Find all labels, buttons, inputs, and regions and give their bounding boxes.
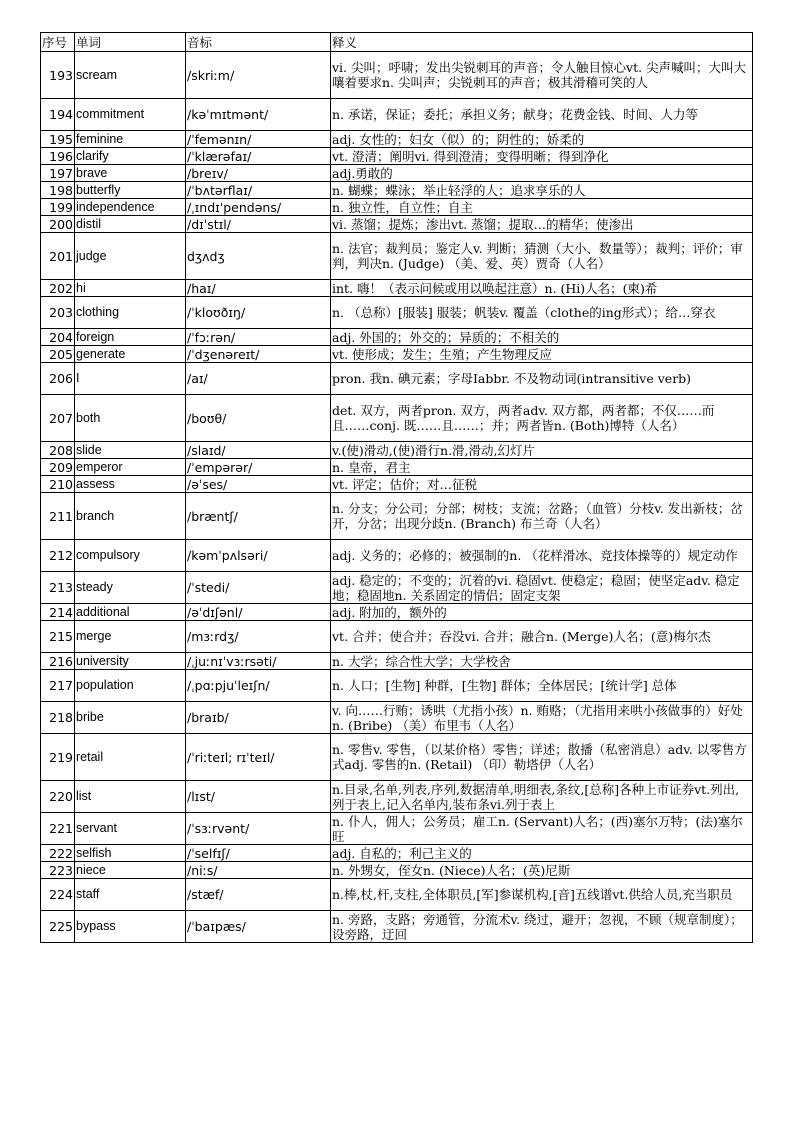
row-phonetic: /bræntʃ/ bbox=[186, 493, 331, 540]
row-number: 202 bbox=[41, 280, 75, 297]
table-row bbox=[41, 131, 753, 148]
row-definition: n.目录,名单,列表,序列,数据清单,明细表,条纹,[总称]各种上市证券vt.列出,列于表上,记入名单内,装布条vi.列于表上 bbox=[331, 781, 753, 813]
row-number: 214 bbox=[41, 604, 75, 621]
table-row bbox=[41, 911, 753, 943]
row-definition: pron. 我n. 碘元素；字母Iabbr. 不及物动词(intransitive verb) bbox=[331, 363, 753, 395]
row-number: 197 bbox=[41, 165, 75, 182]
table-row bbox=[41, 165, 753, 182]
row-number: 211 bbox=[41, 493, 75, 540]
row-word: foreign bbox=[75, 329, 186, 346]
row-word: servant bbox=[75, 813, 186, 845]
row-word: university bbox=[75, 653, 186, 670]
row-phonetic: /boʊθ/ bbox=[186, 395, 331, 442]
row-phonetic: /ˈdʒenəreɪt/ bbox=[186, 346, 331, 363]
row-definition: n. 旁路，支路；旁通管，分流术v. 绕过，避开；忽视，不顾（规章制度）；设旁路，迂回 bbox=[331, 911, 753, 943]
row-definition: vt. 使形成；发生；生殖；产生物理反应 bbox=[331, 346, 753, 363]
row-word: slide bbox=[75, 442, 186, 459]
row-word: retail bbox=[75, 734, 186, 781]
row-word: selfish bbox=[75, 845, 186, 862]
table-row bbox=[41, 845, 753, 862]
row-number: 199 bbox=[41, 199, 75, 216]
row-word: merge bbox=[75, 621, 186, 653]
row-phonetic: /əˈdɪʃənl/ bbox=[186, 604, 331, 621]
row-phonetic: /ˈbʌtərflaɪ/ bbox=[186, 182, 331, 199]
table-row bbox=[41, 493, 753, 540]
row-phonetic: /ˈstedi/ bbox=[186, 572, 331, 604]
table-header-row bbox=[41, 33, 753, 52]
table-row bbox=[41, 813, 753, 845]
table-row bbox=[41, 604, 753, 621]
table-row bbox=[41, 879, 753, 911]
row-phonetic: /mɜːrdʒ/ bbox=[186, 621, 331, 653]
table-row bbox=[41, 781, 753, 813]
row-definition: n. 蝴蝶；蝶泳；举止轻浮的人；追求享乐的人 bbox=[331, 182, 753, 199]
row-number: 201 bbox=[41, 233, 75, 280]
row-word: population bbox=[75, 670, 186, 702]
row-phonetic: /ˌɪndɪˈpendəns/ bbox=[186, 199, 331, 216]
table-row bbox=[41, 653, 753, 670]
row-number: 210 bbox=[41, 476, 75, 493]
row-number: 213 bbox=[41, 572, 75, 604]
row-word: additional bbox=[75, 604, 186, 621]
row-number: 219 bbox=[41, 734, 75, 781]
row-number: 208 bbox=[41, 442, 75, 459]
table-row bbox=[41, 182, 753, 199]
row-number: 215 bbox=[41, 621, 75, 653]
row-word: niece bbox=[75, 862, 186, 879]
row-number: 223 bbox=[41, 862, 75, 879]
row-phonetic: /əˈses/ bbox=[186, 476, 331, 493]
row-word: bribe bbox=[75, 702, 186, 734]
row-phonetic: /niːs/ bbox=[186, 862, 331, 879]
row-number: 216 bbox=[41, 653, 75, 670]
row-number: 218 bbox=[41, 702, 75, 734]
row-number: 196 bbox=[41, 148, 75, 165]
row-definition: n. 承诺，保证；委托；承担义务；献身；花费金钱、时间、人力等 bbox=[331, 99, 753, 131]
row-definition: det. 双方，两者pron. 双方，两者adv. 双方都，两者都；不仅……而且……conj. 既……且……；并；两者皆n. (Both)博特（人名） bbox=[331, 395, 753, 442]
row-number: 224 bbox=[41, 879, 75, 911]
row-word: bypass bbox=[75, 911, 186, 943]
table-row bbox=[41, 363, 753, 395]
table-row bbox=[41, 572, 753, 604]
row-number: 204 bbox=[41, 329, 75, 346]
row-number: 217 bbox=[41, 670, 75, 702]
row-definition: n. 分支；分公司；分部；树枝；支流；岔路；（血管）分枝v. 发出新枝；岔开，分岔；出现分歧n. (Branch) 布兰奇（人名） bbox=[331, 493, 753, 540]
table-row bbox=[41, 346, 753, 363]
row-word: scream bbox=[75, 52, 186, 99]
header-word: 单词 bbox=[75, 33, 186, 52]
row-word: compulsory bbox=[75, 540, 186, 572]
row-word: I bbox=[75, 363, 186, 395]
table-row bbox=[41, 459, 753, 476]
row-phonetic: /ˈkloʊðɪŋ/ bbox=[186, 297, 331, 329]
row-word: steady bbox=[75, 572, 186, 604]
row-definition: n. 法官；裁判员；鉴定人v. 判断；猜测（大小、数量等）；裁判；评价；审判，判决n. (Judge) （美、爱、英）贾奇（人名） bbox=[331, 233, 753, 280]
row-word: staff bbox=[75, 879, 186, 911]
row-word: butterfly bbox=[75, 182, 186, 199]
row-phonetic: /lɪst/ bbox=[186, 781, 331, 813]
row-definition: adj.勇敢的 bbox=[331, 165, 753, 182]
row-word: assess bbox=[75, 476, 186, 493]
row-definition: vi. 蒸馏；提炼；渗出vt. 蒸馏；提取…的精华；使渗出 bbox=[331, 216, 753, 233]
row-number: 206 bbox=[41, 363, 75, 395]
row-phonetic: /ˈselfɪʃ/ bbox=[186, 845, 331, 862]
row-word: brave bbox=[75, 165, 186, 182]
row-definition: vt. 澄清；阐明vi. 得到澄清；变得明晰；得到净化 bbox=[331, 148, 753, 165]
row-phonetic: /braɪb/ bbox=[186, 702, 331, 734]
row-phonetic: /kəmˈpʌlsəri/ bbox=[186, 540, 331, 572]
row-phonetic: /ˌjuːnɪˈvɜːrsəti/ bbox=[186, 653, 331, 670]
header-def: 释义 bbox=[331, 33, 753, 52]
row-number: 207 bbox=[41, 395, 75, 442]
row-definition: v.(使)滑动,(使)滑行n.滑,滑动,幻灯片 bbox=[331, 442, 753, 459]
row-word: both bbox=[75, 395, 186, 442]
row-phonetic: /kəˈmɪtmənt/ bbox=[186, 99, 331, 131]
row-word: generate bbox=[75, 346, 186, 363]
row-number: 209 bbox=[41, 459, 75, 476]
row-number: 222 bbox=[41, 845, 75, 862]
row-definition: adj. 女性的；妇女（似）的；阴性的；娇柔的 bbox=[331, 131, 753, 148]
row-definition: adj. 附加的，额外的 bbox=[331, 604, 753, 621]
table-row bbox=[41, 670, 753, 702]
table-row bbox=[41, 297, 753, 329]
row-phonetic: /breɪv/ bbox=[186, 165, 331, 182]
row-number: 225 bbox=[41, 911, 75, 943]
row-number: 194 bbox=[41, 99, 75, 131]
row-definition: n. 独立性，自立性；自主 bbox=[331, 199, 753, 216]
row-phonetic: /ˌpɑːpjuˈleɪʃn/ bbox=[186, 670, 331, 702]
row-definition: vt. 合并；使合并；吞没vi. 合并；融合n. (Merge)人名；(意)梅尔杰 bbox=[331, 621, 753, 653]
row-phonetic: /ˈbaɪpæs/ bbox=[186, 911, 331, 943]
row-definition: adj. 自私的；利己主义的 bbox=[331, 845, 753, 862]
row-number: 193 bbox=[41, 52, 75, 99]
table-row bbox=[41, 148, 753, 165]
table-row bbox=[41, 476, 753, 493]
row-phonetic: /ˈempərər/ bbox=[186, 459, 331, 476]
row-definition: n. 人口；[生物] 种群，[生物] 群体；全体居民；[统计学] 总体 bbox=[331, 670, 753, 702]
table-row bbox=[41, 702, 753, 734]
row-phonetic: /ˈsɜːrvənt/ bbox=[186, 813, 331, 845]
table-row bbox=[41, 395, 753, 442]
vocabulary-table bbox=[40, 32, 753, 943]
row-word: feminine bbox=[75, 131, 186, 148]
table-row bbox=[41, 233, 753, 280]
table-row bbox=[41, 199, 753, 216]
header-ipa: 音标 bbox=[186, 33, 331, 52]
row-phonetic: /aɪ/ bbox=[186, 363, 331, 395]
table-row bbox=[41, 442, 753, 459]
table-row bbox=[41, 329, 753, 346]
table-body bbox=[41, 52, 753, 943]
row-phonetic: /haɪ/ bbox=[186, 280, 331, 297]
row-definition: n.棒,杖,杆,支柱,全体职员,[军]参谋机构,[音]五线谱vt.供给人员,充当职员 bbox=[331, 879, 753, 911]
row-word: distil bbox=[75, 216, 186, 233]
row-phonetic: /ˈfɔːrən/ bbox=[186, 329, 331, 346]
row-phonetic: /ˈklærəfaɪ/ bbox=[186, 148, 331, 165]
row-definition: n. 外甥女，侄女n. (Niece)人名；(英)尼斯 bbox=[331, 862, 753, 879]
table-row bbox=[41, 862, 753, 879]
row-word: clothing bbox=[75, 297, 186, 329]
row-number: 203 bbox=[41, 297, 75, 329]
row-number: 195 bbox=[41, 131, 75, 148]
row-phonetic: /stæf/ bbox=[186, 879, 331, 911]
row-word: judge bbox=[75, 233, 186, 280]
table-row bbox=[41, 99, 753, 131]
row-word: independence bbox=[75, 199, 186, 216]
row-definition: n. 仆人，佣人；公务员；雇工n. (Servant)人名；(西)塞尔万特；(法)塞尔旺 bbox=[331, 813, 753, 845]
row-phonetic: dʒʌdʒ bbox=[186, 233, 331, 280]
row-definition: n. 皇帝，君主 bbox=[331, 459, 753, 476]
row-definition: vt. 评定；估价；对…征税 bbox=[331, 476, 753, 493]
row-definition: adj. 义务的；必修的；被强制的n. （花样滑冰、竞技体操等的）规定动作 bbox=[331, 540, 753, 572]
row-definition: int. 嗨！（表示问候或用以唤起注意）n. (Hi)人名；(柬)希 bbox=[331, 280, 753, 297]
table-row bbox=[41, 540, 753, 572]
table-row bbox=[41, 621, 753, 653]
table-row bbox=[41, 52, 753, 99]
row-word: emperor bbox=[75, 459, 186, 476]
row-definition: n. （总称）[服装] 服装；帆装v. 覆盖（clothe的ing形式）；给…穿衣 bbox=[331, 297, 753, 329]
row-word: clarify bbox=[75, 148, 186, 165]
table-row bbox=[41, 280, 753, 297]
row-definition: adj. 稳定的；不变的；沉着的vi. 稳固vt. 使稳定；稳固；使坚定adv. 稳定地；稳固地n. 关系固定的情侣；固定支架 bbox=[331, 572, 753, 604]
row-number: 200 bbox=[41, 216, 75, 233]
row-number: 221 bbox=[41, 813, 75, 845]
row-phonetic: /dɪˈstɪl/ bbox=[186, 216, 331, 233]
row-word: commitment bbox=[75, 99, 186, 131]
row-definition: n. 零售v. 零售，（以某价格）零售；详述；散播（私密消息）adv. 以零售方式adj. 零售的n. (Retail) （印）勒塔伊（人名） bbox=[331, 734, 753, 781]
row-number: 212 bbox=[41, 540, 75, 572]
row-definition: v. 向……行贿；诱哄（尤指小孩）n. 贿赂；（尤指用来哄小孩做事的）好处n. (Bribe) （美）布里韦（人名） bbox=[331, 702, 753, 734]
row-number: 220 bbox=[41, 781, 75, 813]
row-phonetic: /slaɪd/ bbox=[186, 442, 331, 459]
row-word: branch bbox=[75, 493, 186, 540]
row-definition: adj. 外国的；外交的；异质的；不相关的 bbox=[331, 329, 753, 346]
row-definition: vi. 尖叫；呼啸；发出尖锐刺耳的声音；令人触目惊心vt. 尖声喊叫；大叫大嚷着要求n. 尖叫声；尖锐刺耳的声音；极其滑稽可笑的人 bbox=[331, 52, 753, 99]
row-phonetic: /skriːm/ bbox=[186, 52, 331, 99]
row-number: 205 bbox=[41, 346, 75, 363]
header-num: 序号 bbox=[41, 33, 75, 52]
table-row bbox=[41, 216, 753, 233]
row-definition: n. 大学；综合性大学；大学校舍 bbox=[331, 653, 753, 670]
row-word: hi bbox=[75, 280, 186, 297]
table-row bbox=[41, 734, 753, 781]
row-number: 198 bbox=[41, 182, 75, 199]
row-phonetic: /ˈriːteɪl; rɪˈteɪl/ bbox=[186, 734, 331, 781]
row-phonetic: /ˈfemənɪn/ bbox=[186, 131, 331, 148]
row-word: list bbox=[75, 781, 186, 813]
